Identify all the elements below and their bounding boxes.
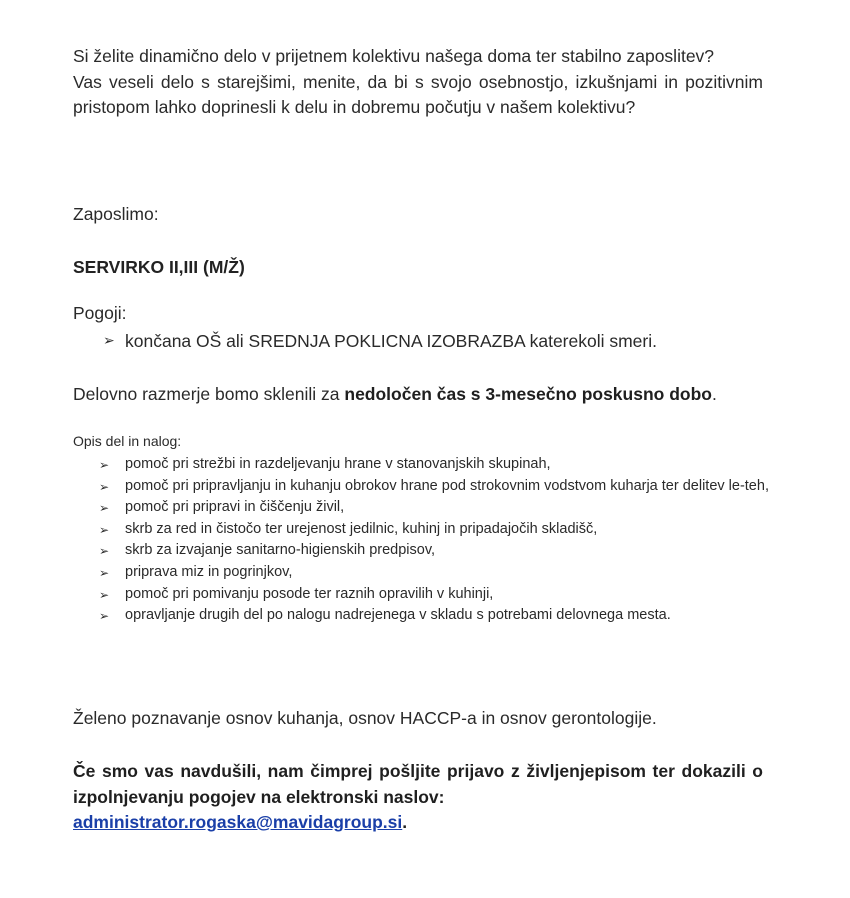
arrow-bullet-icon: ➢ (99, 565, 110, 580)
intro-section (73, 44, 763, 121)
duties-label: Opis del in nalog: (73, 433, 182, 449)
condition-text: končana OŠ ali SREDNJA POKLICNA IZOBRAZBA katerekoli smeri. (125, 331, 657, 351)
arrow-bullet-icon: ➢ (99, 522, 110, 537)
duty-text: opravljanje drugih del po nalogu nadrejenega v skladu s potrebami delovnega mesta. (125, 607, 671, 624)
desired-knowledge: Želeno poznavanje osnov kuhanja, osnov HACCP-a in osnov gerontologije. (73, 708, 657, 728)
duties-list (99, 454, 769, 627)
duty-text: skrb za red in čistočo ter urejenost jedilnic, kuhinj in pripadajočih skladišč, (125, 520, 598, 537)
employment-terms (73, 382, 763, 406)
duty-text: pomoč pri strežbi in razdeljevanju hrane v stanovanjskih skupinah, (125, 456, 551, 472)
employment-prefix: Delovno razmerje bomo sklenili za (73, 384, 345, 404)
list-item (99, 476, 769, 498)
employment-suffix: . (711, 384, 717, 404)
duty-text: skrb za izvajanje sanitarno-higienskih predpisov, (125, 542, 436, 559)
position-title: SERVIRKO II,III (M/Ž) (73, 257, 245, 277)
apply-text: Če smo vas navdušili, nam čimprej pošljite prijavo z življenjepisom ter dokazili o izpolnjevanju pogojev na elektronski naslov: (73, 761, 763, 807)
arrow-bullet-icon: ➢ (99, 609, 110, 624)
duty-text: pomoč pri pripravi in čiščenju živil, (125, 499, 345, 516)
list-item (99, 562, 769, 584)
list-item (99, 540, 769, 562)
conditions-list (103, 329, 763, 353)
list-item (99, 584, 769, 606)
arrow-bullet-icon: ➢ (99, 458, 110, 472)
duty-text: pomoč pri pripravljanju in kuhanju obrokov hrane pod strokovnim vodstvom kuharja ter delitev le-teh, (125, 477, 769, 494)
email-link[interactable]: administrator.rogaska@mavidagroup.si (73, 812, 403, 832)
duty-text: priprava miz in pogrinjkov, (125, 563, 293, 580)
list-item (99, 519, 769, 541)
arrow-bullet-icon: ➢ (99, 479, 110, 494)
list-item (99, 605, 769, 627)
employment-emphasis: nedoločen čas s 3-mesečno poskusno dobo (344, 384, 712, 404)
intro-question-2: Vas veseli delo s starejšimi, menite, da bi s svojo osebnostjo, izkušnjami in pozitivnim pristopom lahko doprinesli k delu in dobremu počutju v našem kolektivu? (73, 71, 763, 117)
intro-question-1: Si želite dinamično delo v prijetnem kolektivu našega doma ter stabilno zaposlitev? (73, 46, 715, 66)
arrow-bullet-icon: ➢ (99, 501, 110, 516)
list-item (103, 329, 763, 353)
arrow-bullet-icon: ➢ (103, 333, 115, 349)
arrow-bullet-icon: ➢ (99, 587, 110, 602)
conditions-label: Pogoji: (73, 303, 127, 323)
application-instructions (73, 759, 763, 836)
apply-end: . (402, 812, 408, 832)
duty-text: pomoč pri pomivanju posode ter raznih opravilih v kuhinji, (125, 585, 494, 602)
list-item (99, 454, 769, 476)
hire-label: Zaposlimo: (73, 204, 159, 224)
arrow-bullet-icon: ➢ (99, 544, 110, 559)
list-item (99, 497, 769, 519)
